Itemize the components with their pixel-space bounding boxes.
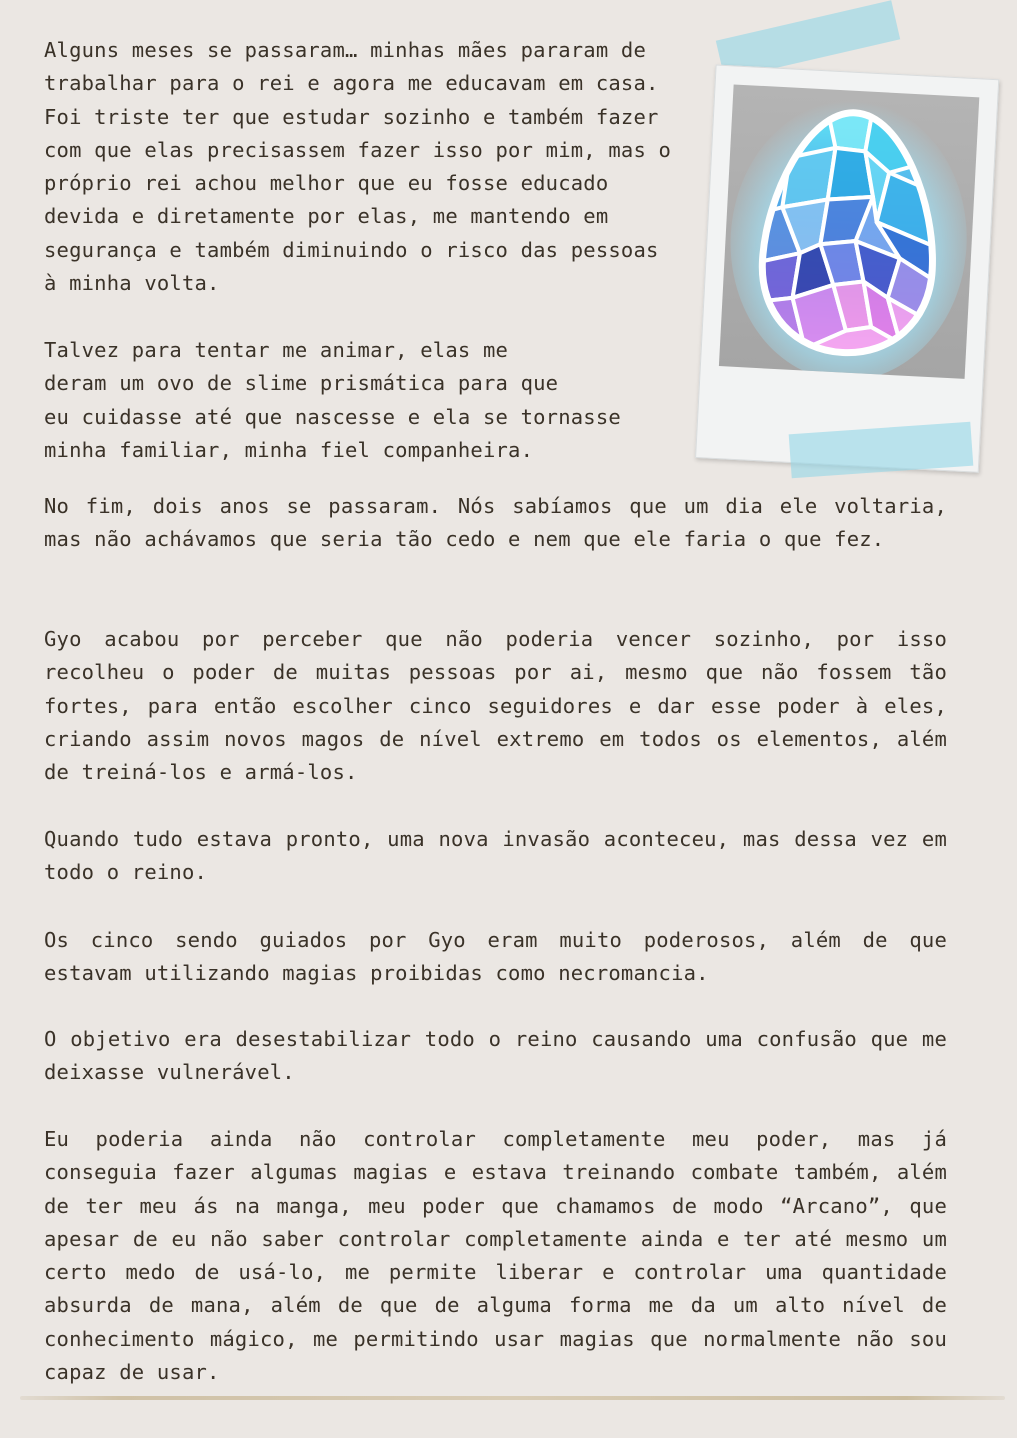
bottom-divider — [20, 1396, 1005, 1400]
polaroid-photo — [695, 64, 1014, 479]
paragraph-1: Alguns meses se passaram… minhas mães pararam de trabalhar para o rei e agora me educavam em casa. Foi triste ter que estudar sozinho e também fazer com que elas precisassem fazer isso por mim, mas o próprio rei achou melhor que eu fosse educado devida e diretamente por elas, me mantendo em segurança e também diminuindo o risco das pessoas à minha volta. — [44, 38, 672, 296]
polaroid-frame — [695, 64, 999, 472]
paragraph-5: Quando tudo estava pronto, uma nova invasão aconteceu, mas dessa vez em todo o reino. — [44, 827, 947, 885]
paragraph-6: Os cinco sendo guiados por Gyo eram muito poderosos, além de que estavam utilizando magias proibidas como necromancia. — [44, 928, 947, 986]
paragraph-3: No fim, dois anos se passaram. Nós sabíamos que um dia ele voltaria, mas não achávamos que seria tão cedo e nem que ele faria o que fez. — [44, 494, 947, 552]
paragraph-4: Gyo acabou por perceber que não poderia vencer sozinho, por isso recolheu o poder de muitas pessoas por ai, mesmo que não fossem tão fortes, para então escolher cinco seguidores e dar esse poder à eles, criando assim novos magos de nível extremo em todos os elementos, além de treiná-los e armá-los. — [44, 627, 947, 785]
paragraph-7: O objetivo era desestabilizar todo o reino causando uma confusão que me deixasse vulnerável. — [44, 1027, 947, 1085]
photo-area — [719, 84, 979, 378]
paragraph-2: Talvez para tentar me animar, elas me deram um ovo de slime prismática para que eu cuidasse até que nascesse e ela se tornasse minha familiar, minha fiel companheira. — [44, 338, 621, 462]
prismatic-slime-egg-icon — [719, 84, 979, 378]
paragraph-8: Eu poderia ainda não controlar completamente meu poder, mas já conseguia fazer algumas magias e estava treinando combate também, além de ter meu ás na manga, meu poder que chamamos de modo “Arcano”, que apesar de eu não saber controlar completamente ainda e ter até mesmo um certo medo de usá-lo, me permite liberar e controlar uma quantidade absurda de mana, além de que de alguma forma me da um alto nível de conhecimento mágico, me permitindo usar magias que normalmente não sou capaz de usar. — [44, 1127, 947, 1385]
